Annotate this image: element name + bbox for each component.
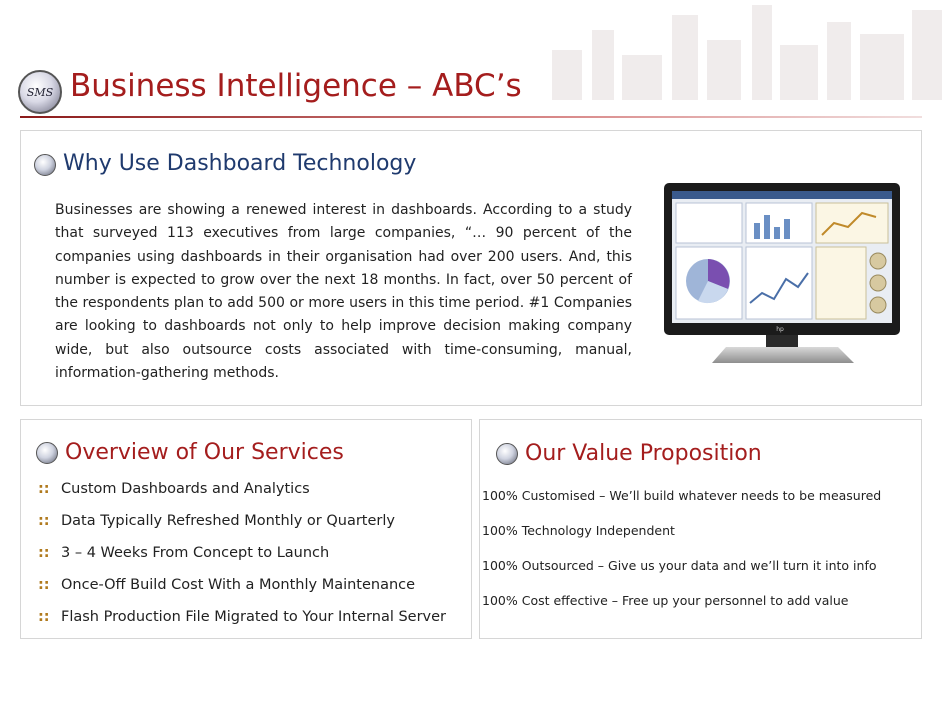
list-item bbox=[38, 609, 446, 641]
monitor-brand: hp bbox=[776, 326, 784, 333]
service-item-label: Flash Production File Migrated to Your Internal Server bbox=[61, 609, 447, 625]
dashboard-monitor-image bbox=[662, 183, 902, 367]
list-item: 100% Technology Independent bbox=[482, 523, 675, 538]
list-item: 100% Cost effective – Free up your personnel to add value bbox=[482, 593, 849, 608]
list-marker: :: bbox=[38, 609, 50, 625]
services-heading: Overview of Our Services bbox=[65, 440, 344, 465]
page-title: Business Intelligence – ABC’s bbox=[70, 68, 522, 104]
monitor-stand bbox=[712, 347, 854, 363]
list-marker: :: bbox=[38, 481, 50, 497]
service-item-label: Data Typically Refreshed Monthly or Quarterly bbox=[61, 513, 395, 529]
list-item bbox=[38, 577, 446, 609]
list-marker: :: bbox=[38, 545, 50, 561]
title-divider bbox=[20, 116, 922, 118]
value-heading: Our Value Proposition bbox=[525, 441, 762, 466]
service-item-label: Custom Dashboards and Analytics bbox=[61, 481, 310, 497]
logo-text: SMS bbox=[26, 85, 54, 99]
list-marker: :: bbox=[38, 513, 50, 529]
services-list bbox=[38, 481, 446, 641]
list-item bbox=[38, 513, 446, 545]
monitor-neck bbox=[766, 335, 798, 347]
service-item-label: Once-Off Build Cost With a Monthly Maintenance bbox=[61, 577, 416, 593]
service-item-label: 3 – 4 Weeks From Concept to Launch bbox=[61, 545, 330, 561]
list-item bbox=[38, 545, 446, 577]
skyline-background bbox=[522, 0, 942, 120]
globe-bullet-icon bbox=[496, 443, 518, 465]
why-dashboard-body: Businesses are showing a renewed interest in dashboards. According to a study that surveyed 113 executives from large companies, “… 90 percent of the companies using dashboards in their organisation had over 200 users. And, this number is expected to grow over the next 18 months. In fact, over 50 percent of the respondents plan to add 500 or more users in this time period. #1 Companies are looking to dashboards not only to help improve decision making company wide, but also outsource costs associated with time-consuming, manual, information-gathering methods. bbox=[55, 202, 632, 382]
company-logo bbox=[18, 70, 62, 114]
list-item: 100% Outsourced – Give us your data and we’ll turn it into info bbox=[482, 558, 877, 573]
list-item: 100% Customised – We’ll build whatever needs to be measured bbox=[482, 488, 882, 503]
value-list bbox=[482, 488, 881, 628]
globe-bullet-icon bbox=[36, 442, 58, 464]
list-item bbox=[38, 481, 446, 513]
globe-bullet-icon bbox=[34, 154, 56, 176]
list-marker: :: bbox=[38, 577, 50, 593]
why-dashboard-heading: Why Use Dashboard Technology bbox=[63, 151, 417, 176]
